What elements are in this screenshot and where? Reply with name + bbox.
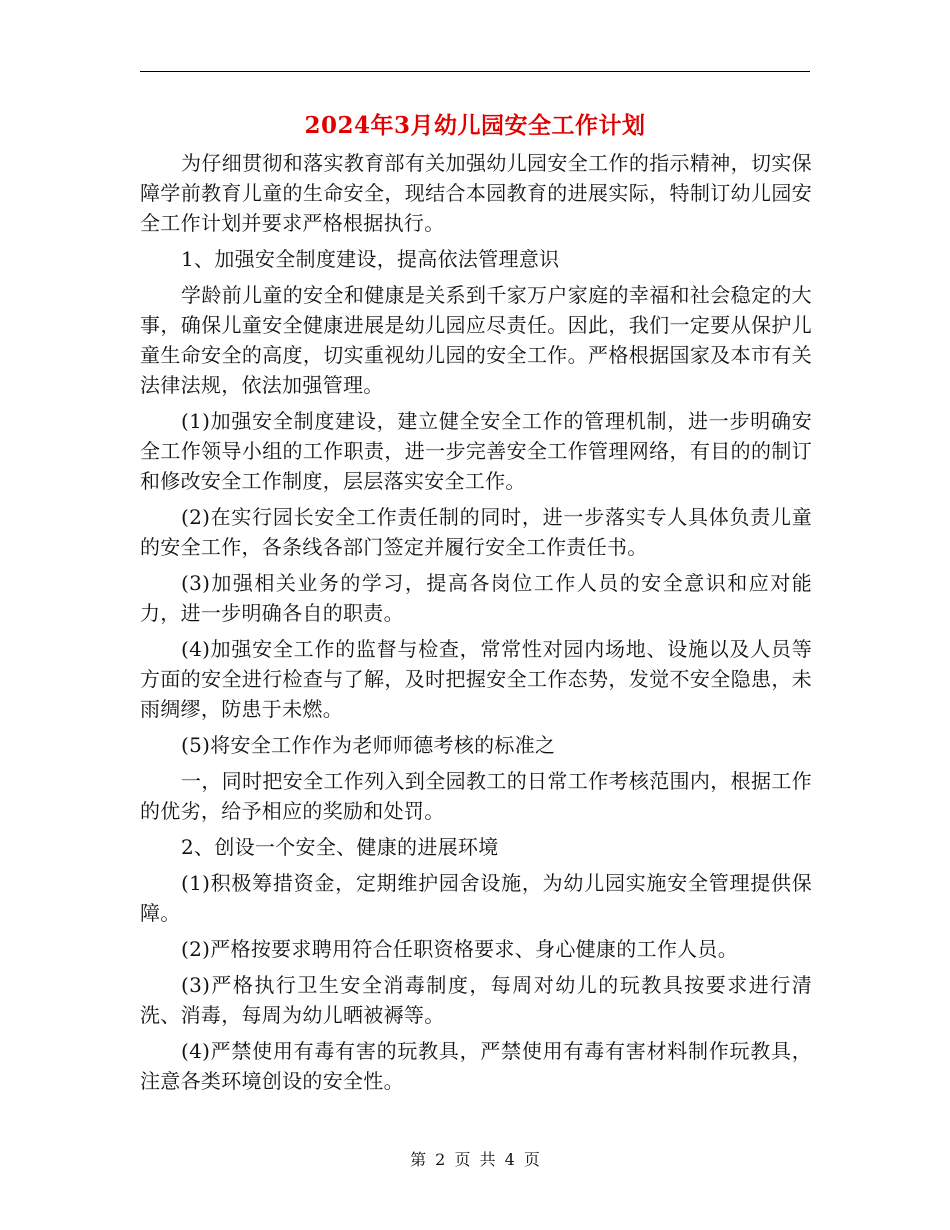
paragraph: 为仔细贯彻和落实教育部有关加强幼儿园安全工作的指示精神，切实保障学前教育儿童的生命安全，现结合本园教育的进展实际，特制订幼儿园安全工作计划并要求严格根据执行。 [140, 151, 812, 235]
page-footer: 第 2 页 共 4 页 [410, 1150, 540, 1169]
paragraph: (3)严格执行卫生安全消毒制度，每周对幼儿的玩教具按要求进行清洗、消毒，每周为幼儿晒被褥等。 [140, 973, 812, 1027]
paragraph: (4)严禁使用有毒有害的玩教具，严禁使用有毒有害材料制作玩教具，注意各类环境创设的安全性。 [140, 1039, 812, 1093]
paragraph: 1、加强安全制度建设，提高依法管理意识 [181, 247, 560, 271]
paragraph: (3)加强相关业务的学习，提高各岗位工作人员的安全意识和应对能力，进一步明确各自的职责。 [140, 571, 812, 625]
paragraph: (2)严格按要求聘用符合任职资格要求、身心健康的工作人员。 [181, 937, 739, 961]
document-title: 2024年3月幼儿园安全工作计划 [304, 112, 646, 139]
paragraph: (5)将安全工作作为老师师德考核的标准之 [181, 733, 556, 757]
header-rule [140, 71, 810, 72]
paragraph: 2、创设一个安全、健康的进展环境 [181, 835, 499, 859]
paragraph: (4)加强安全工作的监督与检查，常常性对园内场地、设施以及人员等方面的安全进行检查与了解，及时把握安全工作态势，发觉不安全隐患，未雨绸缪，防患于未燃。 [140, 637, 812, 721]
paragraph: 学龄前儿童的安全和健康是关系到千家万户家庭的幸福和社会稳定的大事，确保儿童安全健康进展是幼儿园应尽责任。因此，我们一定要从保护儿童生命安全的高度，切实重视幼儿园的安全工作。严格根据国家及本市有关法律法规，依法加强管理。 [140, 283, 812, 397]
paragraph: (2)在实行园长安全工作责任制的同时，进一步落实专人具体负责儿童的安全工作，各条线各部门签定并履行安全工作责任书。 [140, 505, 812, 559]
paragraph: (1)加强安全制度建设，建立健全安全工作的管理机制，进一步明确安全工作领导小组的工作职责，进一步完善安全工作管理网络，有目的的制订和修改安全工作制度，层层落实安全工作。 [140, 409, 812, 493]
document-body [140, 148, 812, 1102]
paragraph: (1)积极筹措资金，定期维护园舍设施，为幼儿园实施安全管理提供保障。 [140, 871, 812, 925]
paragraph: 一，同时把安全工作列入到全园教工的日常工作考核范围内，根据工作的优劣，给予相应的奖励和处罚。 [140, 769, 812, 823]
